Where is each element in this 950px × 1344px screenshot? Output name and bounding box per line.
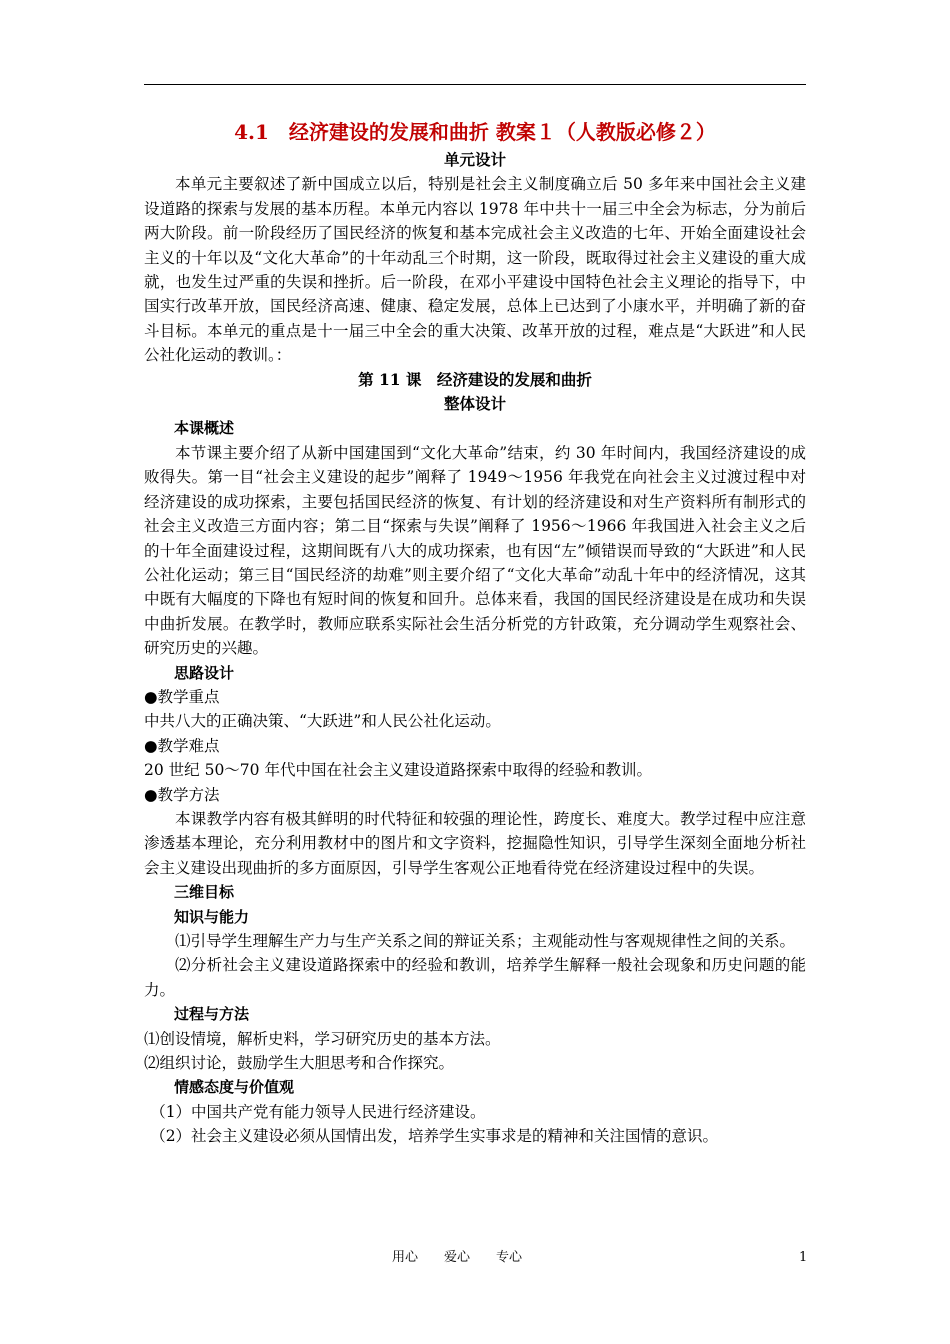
emotion-item-2: （2）社会主义建设必须从国情出发，培养学生实事求是的精神和关注国情的意识。 bbox=[150, 1127, 719, 1146]
design-heading: 思路设计 bbox=[174, 663, 235, 682]
document-body bbox=[144, 118, 806, 1149]
emotion-heading: 情感态度与价值观 bbox=[174, 1078, 295, 1097]
goals-heading: 三维目标 bbox=[174, 883, 235, 902]
lesson-title: 第 11 课 经济建设的发展和曲折 bbox=[358, 369, 592, 389]
difficulty-bullet: ●教学难点 bbox=[144, 736, 220, 755]
document-title: 4.1 经济建设的发展和曲折 教案１（人教版必修２） bbox=[234, 120, 716, 144]
process-item-2: ⑵组织讨论，鼓励学生大胆思考和合作探究。 bbox=[144, 1054, 455, 1073]
unit-heading: 单元设计 bbox=[443, 150, 506, 169]
process-heading: 过程与方法 bbox=[174, 1005, 250, 1024]
key-points-bullet: ●教学重点 bbox=[144, 687, 220, 706]
emotion-item-1: （1）中国共产党有能力领导人民进行经济建设。 bbox=[150, 1102, 486, 1121]
overview-paragraph: 本节课主要介绍了从新中国建国到“文化大革命”结束，约 30 年时间内，我国经济建设的成败得失。第一目“社会主义建设的起步”阐释了 1949～1956 年我党在向社会主义过渡过程中对经济建设的成功探索，主要包括国民经济的恢复、有计划的经济建设和对生产资料所有制形式的社会主义改造三方面内容；第二目“探索与失误”阐释了 1956～1966 年我国进入社会主义之后的十年全面建设过程，这期间既有八大的成功探索，也有因“左”倾错误而导致的“大跃进”和人民公社化运动；第三目“国民经济的劫难”则主要介绍了“文化大革命”动乱十年中的经济情况，这其中既有大幅度的下降也有短时间的恢复和回升。总体来看，我国的国民经济建设是在成功和失误中曲折发展。在教学时，教师应联系实际社会生活分析党的方针政策，充分调动学生观察社会、研究历史的兴趣。 bbox=[144, 443, 806, 658]
knowledge-item-2: ⑵分析社会主义建设道路探索中的经验和教训，培养学生解释一般社会现象和历史问题的能力。 bbox=[144, 956, 806, 999]
knowledge-heading: 知识与能力 bbox=[174, 907, 250, 926]
overall-heading: 整体设计 bbox=[443, 394, 506, 414]
key-points-text: 中共八大的正确决策、“大跃进”和人民公社化运动。 bbox=[144, 712, 501, 731]
process-item-1: ⑴创设情境，解析史料，学习研究历史的基本方法。 bbox=[144, 1029, 501, 1048]
difficulty-text: 20 世纪 50～70 年代中国在社会主义建设道路探索中取得的经验和教训。 bbox=[144, 761, 652, 780]
footer-motto: 用心 爱心 专心 bbox=[392, 1250, 523, 1265]
unit-paragraph: 本单元主要叙述了新中国成立以后，特别是社会主义制度确立后 50 多年来中国社会主义建设道路的探索与发展的基本历程。本单元内容以 1978 年中共十一届三中全会为标志，分为前后两大阶段。前一阶段经历了国民经济的恢复和基本完成社会主义改造的七年、开始全面建设社会主义的十年以及“文化大革命”的十年动乱三个时期，这一阶段，既取得过社会主义建设的重大成就，也发生过严重的失误和挫折。后一阶段，在邓小平建设中国特色社会主义理论的指导下，中国实行改革开放，国民经济高速、健康、稳定发展，总体上已达到了小康水平，并明确了新的奋斗目标。本单元的重点是十一届三中全会的重大决策、改革开放的过程，难点是“大跃进”和人民公社化运动的教训。： bbox=[144, 175, 806, 365]
overview-heading: 本课概述 bbox=[174, 419, 235, 438]
method-bullet: ●教学方法 bbox=[144, 785, 220, 804]
method-paragraph: 本课教学内容有极其鲜明的时代特征和较强的理论性，跨度长、难度大。教学过程中应注意渗透基本理论，充分利用教材中的图片和文字资料，挖掘隐性知识，引导学生深刻全面地分析社会主义建设出现曲折的多方面原因，引导学生客观公正地看待党在经济建设过程中的失误。 bbox=[144, 809, 806, 877]
page-number: 1 bbox=[799, 1250, 808, 1265]
header-rule bbox=[144, 84, 806, 85]
knowledge-item-1: ⑴引导学生理解生产力与生产关系之间的辩证关系；主观能动性与客观规律性之间的关系。 bbox=[175, 932, 796, 950]
